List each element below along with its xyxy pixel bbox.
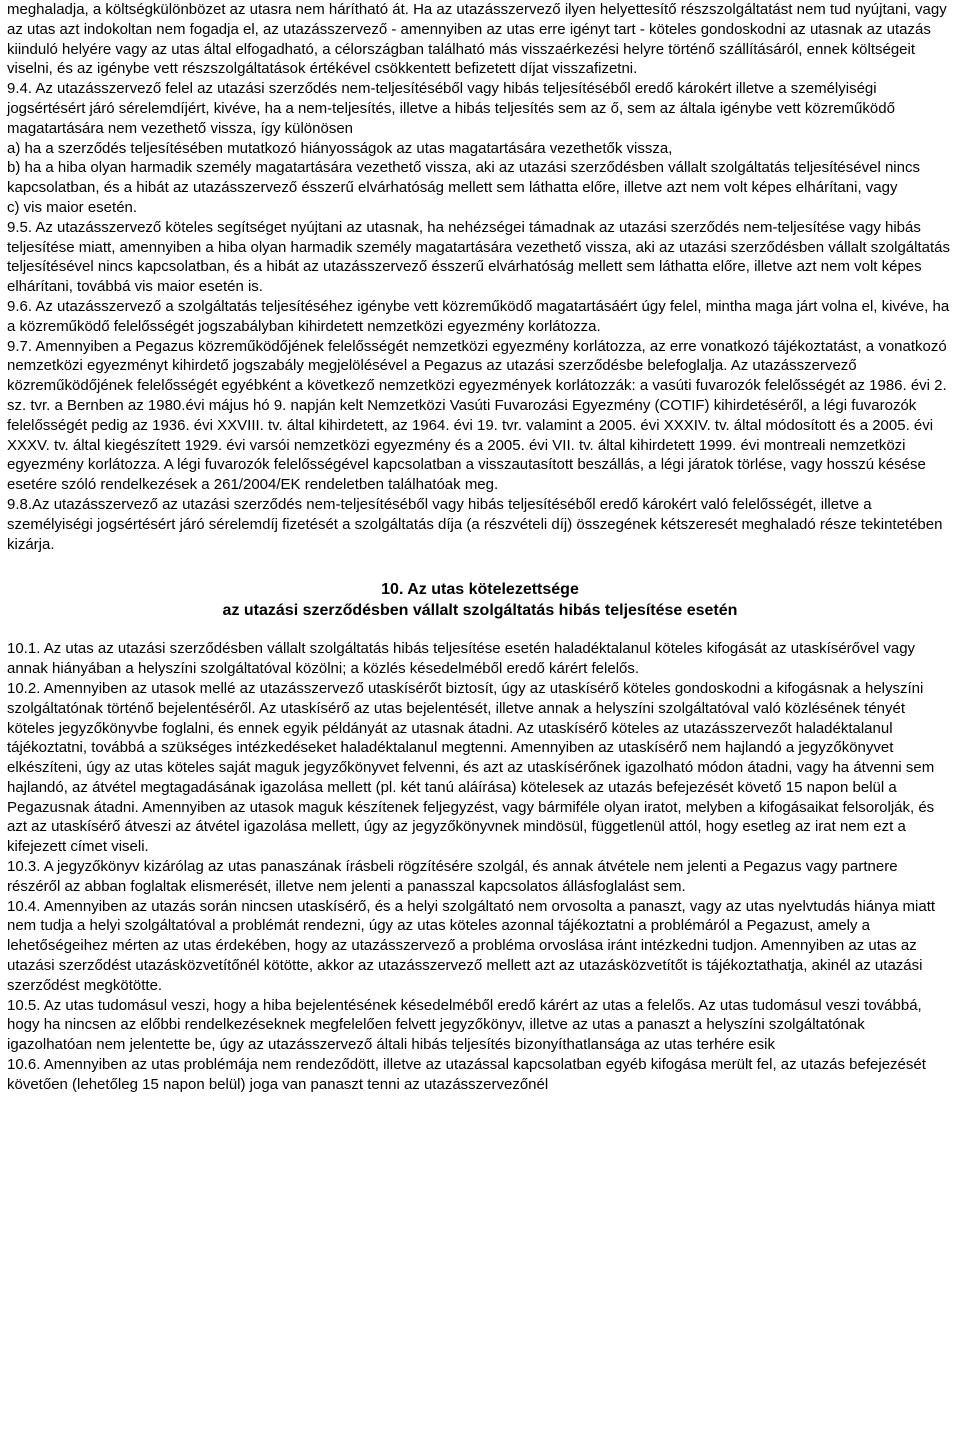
paragraph-9-6: 9.6. Az utazásszervező a szolgáltatás teljesítéséhez igénybe vett közreműködő magatartásáért úgy felel, mintha maga járt volna el, kivéve, ha a közreműködő felelősségét jogszabályban kihirdetett nemzetközi egyezmény korlátozza. [7, 297, 950, 335]
paragraph-10-4: 10.4. Amennyiben az utazás során nincsen utaskísérő, és a helyi szolgáltató nem orvosolta a panaszt, vagy az utas nyelvtudás hiánya miatt nem tudja a helyi szolgáltatóval a problémát rendezni, úgy az utas köteles azonnal tájékoztatni a problémáról a Pegazust, amely a lehetőségeihez mérten az utas érdekében, hogy az utazásszervező a probléma orvoslása iránt intézkedni tudjon. Amennyiben az utas az utazási szerződést utazásközvetítőnél kötötte, akkor az utazásszervező mellett azt az utazásközvetítőt is tájékoztathatja, akinél az utazási szerződést megkötötte. [7, 897, 936, 994]
paragraph-9-4-a: a) ha a szerződés teljesítésében mutatkozó hiányosságok az utas magatartására vezethetők vissza, [7, 139, 673, 157]
paragraph-10-6: 10.6. Amennyiben az utas problémája nem rendeződött, illetve az utazással kapcsolatban egyéb kifogása merült fel, az utazás befejezését követően (lehetőleg 15 napon belül) joga van panaszt tenni az utazásszervezőnél [7, 1056, 926, 1093]
paragraph-10-2: 10.2. Amennyiben az utasok mellé az utazásszervező utaskísérőt biztosít, úgy az utaskísérő köteles gondoskodni a kifogásnak a helyszíni szolgáltatónak történő bejelentéséről. Az utaskísérő az utas bejelentését, illetve annak a helyszíni szolgáltatóval való közlésének tényét köteles jegyzőkönyvbe foglalni, és ennek egyik példányát az utasnak átadni. Az utaskísérő köteles az utazásszervezőt haladéktalanul tájékoztatni, továbbá a szükséges intézkedéseket haladéktalanul megtenni. Amennyiben az utaskísérő nem hajlandó a jegyzőkönyvet elkészíteni, úgy az utas köteles saját maguk jegyzőkönyvet felvenni, és azt az utaskísérőnek igazolható módon átadni, vagy ha átvenni sem hajlandó, az átvétel megtagadásának igazolása mellett (pl. két tanú aláírása) kötelesek az utazás befejezését követő 15 napon belül a Pegazusnak átadni. Amennyiben az utasok maguk készítenek feljegyzést, vagy bármiféle olyan iratot, melyben a kifogásaikat felsorolják, és azt az utaskísérő átveszi az átvétel igazolása mellett, úgy az jegyzőkönyvnek mindösül, függetlenül attól, hogy esetleg az irat nem ezt a kifejezett címet viseli. [7, 679, 935, 856]
paragraph-9-4-c: c) vis maior esetén. [7, 198, 138, 216]
paragraph-9-5: 9.5. Az utazásszervező köteles segítséget nyújtani az utasnak, ha nehézségei támadnak az utazási szerződés nem-teljesítése vagy hibás teljesítése miatt, amennyiben a hiba olyan harmadik személy magatartására vezethető vissza, aki az utazási szerződésben vállalt szolgáltatás teljesítésével nincs kapcsolatban, és a hibát az utazásszervező ésszerű elvárhatóság mellett sem láthatta előre, illetve azt nem volt képes elhárítani, továbbá vis maior esetén is. [7, 218, 950, 296]
paragraph-10-3: 10.3. A jegyzőkönyv kizárólag az utas panaszának írásbeli rögzítésére szolgál, és annak átvétele nem jelenti a Pegazus vagy partnere részéről az abban foglaltak elismerését, illetve nem jelenti a panasszal kapcsolatos állásfoglalást sem. [7, 858, 898, 895]
paragraph-9-4-b: b) ha a hiba olyan harmadik személy magatartására vezethető vissza, aki az utazási szerződésben vállalt szolgáltatás teljesítésével nincs kapcsolatban, és a hibát az utazásszervező ésszerű elvárhatóság mellett sem láthatta előre, illetve azt nem volt képes elhárítani, vagy [7, 159, 920, 197]
section-10-heading-line1: 10. Az utas kötelezettsége [381, 581, 579, 599]
paragraph-10-1: 10.1. Az utas az utazási szerződésben vállalt szolgáltatás hibás teljesítése esetén haladéktalanul köteles kifogását az utaskísérővel vagy annak hiányában a helyszíni szolgáltatóval közölni; a közlés késedelméből eredő kárért felelős. [7, 640, 916, 678]
paragraph-9-8: 9.8.Az utazásszervező az utazási szerződés nem-teljesítéséből vagy hibás teljesítéséből eredő károkért való felelősségét, illetve a személyiségi jogsértésért járó sérelemdíj fizetését a szolgáltatás díja (a részvételi díj) összegének kétszeresét meghaladó része tekintetében kizárja. [7, 495, 943, 553]
paragraph-9-4: 9.4. Az utazásszervező felel az utazási szerződés nem-teljesítéséből vagy hibás teljesítéséből eredő károkért illetve a személyiségi jogsértésért járó sérelemdíjért, kivéve, ha a nem-teljesítés, illetve a hibás teljesítés sem az ő, sem az általa igénybe vett közreműködő magatartására nem vezethető vissza, így különösen [7, 80, 895, 137]
section-10-heading-line2: az utazási szerződésben vállalt szolgáltatás hibás teljesítése esetén [222, 602, 738, 620]
paragraph-10-5: 10.5. Az utas tudomásul veszi, hogy a hiba bejelentésének késedelméből eredő kárért az utas a felelős. Az utas tudomásul veszi továbbá, hogy ha nincsen az előbbi rendelkezéseknek megfelelően felvett jegyzőkönyv, illetve az utas a panaszt a helyszíni szolgáltatónak igazolhatóan nem jelentette be, úgy az utazásszervező általi hibás teljesítés bizonyíthatlansága az utas terhére esik [7, 996, 922, 1054]
paragraph-9-7: 9.7. Amennyiben a Pegazus közreműködőjének felelősségét nemzetközi egyezmény korlátozza, az erre vonatkozó tájékoztatást, a vonatkozó nemzetközi egyezményt kihirdető jogszabály megjelölésével a Pegazus az utazási szerződésbe belefoglalja. Az utazásszervező közreműködőjének felelősségét egyébként a következő nemzetközi egyezmények korlátozzák: a vasúti fuvarozók felelősségét az 1986. évi 2. sz. tvr. a Bernben az 1980.évi május hó 9. napján kelt Nemzetközi Vasúti Fuvarozási Egyezmény (COTIF) kihirdetéséről, a légi fuvarozók felelősségét pedig az 1936. évi XXVIII. tv. által kihirdetett, az 1964. évi 19. tvr. valamint a 2005. évi XXXIV. tv. által módosított és a 2005. évi XXXV. tv. által kiegészített 1929. évi varsói nemzetközi egyezmény és a 2005. évi VII. tv. által kihirdetett 1999. évi montreali nemzetközi egyezmény korlátozza. A légi fuvarozók felelősségével kapcsolatban a visszautasított beszállás, a légi járatok törlése, vagy hosszú késése esetére szóló rendelkezések a 261/2004/EK rendeletben találhatóak meg. [7, 337, 947, 494]
section-10-heading [7, 554, 953, 639]
paragraph-continuation: meghaladja, a költségkülönbözet az utasra nem hárítható át. Ha az utazásszervező ilyen helyettesítő részszolgáltatást nem tud nyújtani, vagy az utas azt indokoltan nem fogadja el, az utazásszervező - amennyiben az utas erre igényt tart - köteles gondoskodni az utasnak az utazás kiinduló helyére vagy az utas által elfogadható, a célországban található más visszaérkezési helyre történő szállításáról, ennek költségeit viselni, és az igénybe vett részszolgáltatások értékével csökkentett befizetett díjat visszafizetni. [7, 1, 947, 78]
paragraphs-section-10 [7, 639, 953, 1094]
document-page [7, 0, 953, 1095]
paragraphs-before-section-10 [7, 0, 953, 554]
